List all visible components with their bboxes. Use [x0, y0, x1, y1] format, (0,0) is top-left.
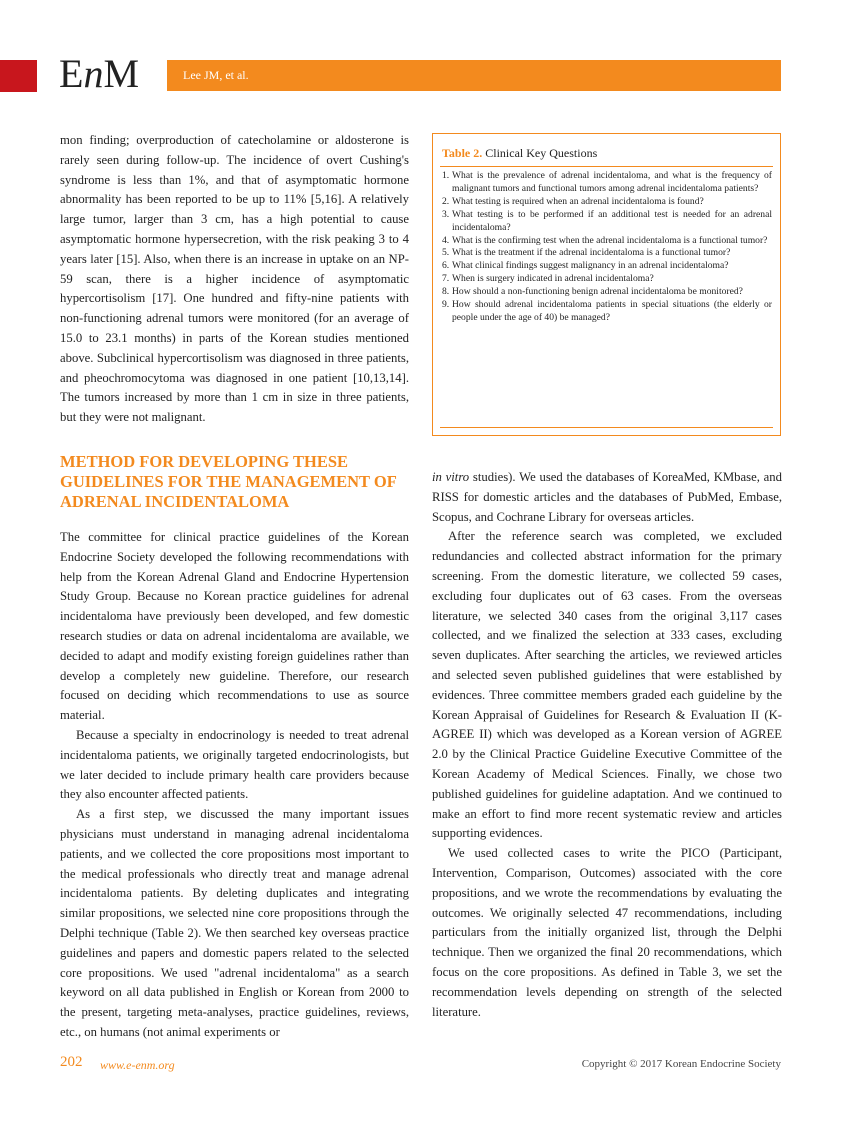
question-text: What testing is to be performed if an additional test is needed for an adrenal incidentaloma?	[452, 208, 772, 233]
heading-line: GUIDELINES FOR THE MANAGEMENT OF	[60, 472, 397, 491]
copyright-notice: Copyright © 2017 Korean Endocrine Society	[581, 1058, 781, 1070]
column-left-top	[60, 131, 409, 428]
paragraph: The committee for clinical practice guidelines of the Korean Endocrine Society developed the following recommendations with help from the Korean Adrenal Gland and Endocrine Hypertension Study Group. Because no Korean practice guidelines for adrenal incidentaloma have previously been developed, and few domestic research studies or data on adrenal incidentaloma are available, we decided to adapt and modify existing foreign guidelines rather than develop a completely new guideline. Therefore, our research focused on deciding which recommendations to use as source material.	[60, 530, 409, 723]
question-list	[442, 170, 772, 325]
table-title: Clinical Key Questions	[482, 146, 598, 160]
question-number: 2.	[442, 195, 450, 207]
question-item	[442, 170, 772, 196]
paragraph-text: studies). We used the databases of KoreaMed, KMbase, and RISS for domestic articles and the databases of PubMed, Embase, Scopus, and Cochrane Library for overseas articles.	[432, 470, 782, 524]
heading-line: METHOD FOR DEVELOPING THESE	[60, 452, 349, 471]
question-item	[442, 286, 772, 299]
running-head-authors: Lee JM, et al.	[183, 68, 249, 82]
question-text: What is the confirming test when the adrenal incidentaloma is a functional tumor?	[452, 234, 768, 246]
journal-logo	[59, 52, 139, 96]
heading-line: ADRENAL INCIDENTALOMA	[60, 492, 290, 511]
logo-letter-n: n	[83, 51, 104, 96]
question-text: What is the treatment if the adrenal incidentaloma is a functional tumor?	[452, 247, 731, 259]
accent-bar	[0, 60, 37, 92]
page-number: 202	[60, 1054, 83, 1070]
question-text: What is the prevalence of adrenal incidentaloma, and what is the frequency of malignant tumors and functional tumors among adrenal incidentaloma patients?	[452, 170, 772, 194]
paragraph: mon finding; overproduction of catecholamine or aldosterone is rarely seen during follow-up. The incidence of overt Cushing's syndrome is less than 1%, and that of asymptomatic hormone abnormality has been reported to be up to 11% [5,16]. A relatively large tumor, larger than 3 cm, has a high potential to cause asymptomatic hormone hypersecretion, with the risk peaking 3 to 4 years later [15]. Also, when there is an increase in uptake on an NP-59 scan, there is a higher incidence of asymptomatic hypercortisolism [17]. One hundred and fifty-nine patients with non-functioning adrenal tumors were monitored (for an average of 15.0 to 23.1 months) in parts of the Korean studies mentioned above. Subclinical hypercortisolism was diagnosed in three patients, and pheochromocytoma was diagnosed in one patient [10,13,14]. The tumors increased by more than 1 cm in size in three patients, but they were not malignant.	[60, 133, 409, 425]
table-label: Table 2.	[442, 146, 483, 160]
column-left-bottom	[60, 528, 409, 1043]
paragraph: Because a specialty in endocrinology is needed to treat adrenal incidentaloma patients, we originally targeted endocrinologists, but we later decided to include primary health care providers because they also encounter affected patients.	[60, 727, 409, 802]
question-number: 1.	[442, 170, 450, 181]
table-caption	[442, 146, 597, 161]
logo-letter-m: M	[103, 51, 140, 96]
question-text: What testing is required when an adrenal incidentaloma is found?	[452, 195, 704, 207]
question-item	[442, 273, 772, 286]
question-number: 7.	[442, 273, 450, 285]
logo-letter-e: E	[59, 51, 84, 96]
paragraph	[432, 468, 782, 527]
question-text: What clinical findings suggest malignancy in an adrenal incidentaloma?	[452, 260, 729, 272]
table-bottom-rule	[440, 427, 773, 428]
question-number: 3.	[442, 208, 450, 220]
paragraph: We used collected cases to write the PICO (Participant, Intervention, Comparison, Outcomes) associated with the core propositions, and we wrote the recommendations by evaluating the outcomes. We originally selected 47 recommendations, including particulars from the initially organized list, through the Delphi technique. Then we organized the final 20 recommendations, which focus on the core propositions. As defined in Table 3, we set the recommendation levels depending on strength of the selected literature.	[432, 846, 782, 1019]
question-text: How should a non-functioning benign adrenal incidentaloma be monitored?	[452, 286, 743, 298]
running-head-bar	[167, 60, 781, 91]
question-number: 8.	[442, 286, 450, 298]
question-item	[442, 247, 772, 260]
question-number: 6.	[442, 260, 450, 272]
question-number: 4.	[442, 234, 450, 246]
question-number: 9.	[442, 299, 450, 311]
question-item	[442, 209, 772, 235]
table-top-rule	[440, 166, 773, 167]
question-item	[442, 235, 772, 248]
question-item	[442, 260, 772, 273]
column-right	[432, 468, 782, 1022]
journal-website-link[interactable]: www.e-enm.org	[100, 1058, 175, 1072]
question-item	[442, 299, 772, 325]
section-heading	[60, 452, 420, 512]
italic-term: in vitro	[432, 470, 470, 484]
question-number: 5.	[442, 247, 450, 259]
question-text: How should adrenal incidentaloma patients in special situations (the elderly or people under the age of 40) be managed?	[452, 299, 772, 323]
question-item	[442, 196, 772, 209]
paragraph: After the reference search was completed, we excluded redundancies and collected abstract information for the primary screening. From the domestic literature, we collected 59 cases, excluding four duplicates out of 63 cases. From the overseas literature, we selected 340 cases from the original 3,117 cases collected, and we finalized the selection at 333 cases, excluding seven duplicates. After searching the articles, we reviewed articles and selected seven published guidelines that were established by evidences. Three committee members graded each guideline by the Korean Appraisal of Guidelines for Research & Evaluation II (K-AGREE II) which was developed as a Korean version of AGREE 2.0 by the Clinical Practice Guideline Executive Committee of the Korean Academy of Medical Sciences. Finally, we chose two published guidelines for guideline adaptation. And we continued to make an effort to find more recent systematic review and articles supporting evidences.	[432, 529, 782, 841]
paragraph: As a first step, we discussed the many important issues physicians must understand in managing adrenal incidentaloma patients, and we collected the core propositions most important to the medical professionals who directly treat and manage adrenal incidentaloma patients. By deleting duplicates and integrating similar propositions, we selected nine core propositions through the Delphi technique (Table 2). We then searched key overseas practice guidelines and papers and domestic papers related to the selected core propositions. We used "adrenal incidentaloma" as a search keyword on all data published in English or Korean from 2000 to the present, targeting meta-analyses, practice guidelines, reviews, etc., on humans (not animal experiments or	[60, 807, 409, 1039]
question-text: When is surgery indicated in adrenal incidentaloma?	[452, 273, 654, 285]
table-2	[432, 133, 781, 436]
